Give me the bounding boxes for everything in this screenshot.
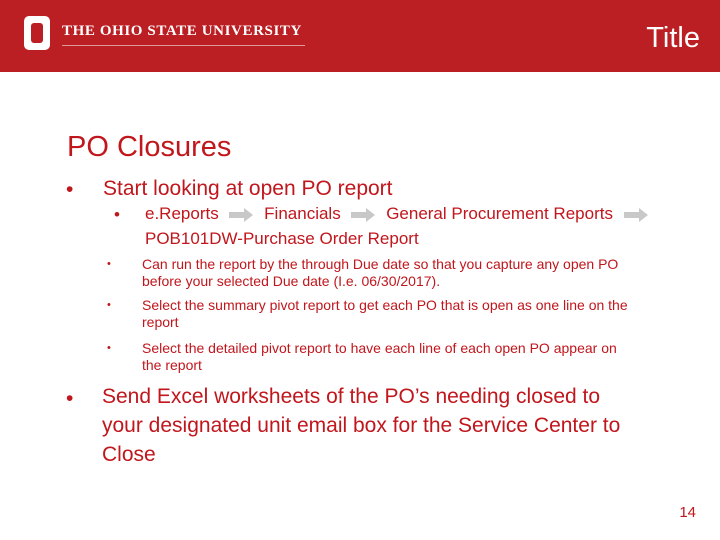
wordmark-rule (62, 45, 305, 46)
block-o-icon (24, 16, 50, 50)
sub-bullet-due-date-line2: before your selected Due date (I.e. 06/30/2017). (142, 273, 441, 289)
sub-bullet-due-date-line1: Can run the report by the through Due date so that you capture any open PO (142, 256, 619, 272)
sub-bullet-summary-pivot-line2: report (142, 314, 179, 330)
page-number: 14 (679, 504, 696, 521)
bullet-dot: • (107, 299, 111, 311)
sub-bullet-summary-pivot-line1: Select the summary pivot report to get each PO that is open as one line on the (142, 297, 628, 313)
arrow-right-icon (624, 208, 648, 222)
arrow-right-icon (229, 208, 253, 222)
bullet-dot: • (66, 387, 74, 410)
section-heading: PO Closures (67, 131, 232, 163)
sub-bullet-detailed-pivot-line2: the report (142, 357, 202, 373)
bullet-dot: • (107, 342, 111, 354)
report-name: POB101DW-Purchase Order Report (145, 229, 419, 248)
header-bar (0, 0, 720, 72)
slide-title: Title (646, 22, 700, 54)
bullet-dot: • (66, 178, 74, 201)
bullet-send-excel-line3: Close (102, 443, 156, 466)
bullet-dot: • (114, 205, 120, 224)
bullet-start-looking: Start looking at open PO report (103, 177, 393, 200)
bullet-send-excel-line2: your designated unit email box for the Service Center to (102, 414, 621, 437)
path-step-general-procurement: General Procurement Reports (386, 204, 613, 223)
sub-bullet-detailed-pivot-line1: Select the detailed pivot report to have each line of each open PO appear on (142, 340, 617, 356)
university-logo (22, 14, 312, 54)
path-step-ereports: e.Reports (145, 204, 219, 223)
bullet-dot: • (107, 258, 111, 270)
university-wordmark: THE OHIO STATE UNIVERSITY (62, 23, 302, 39)
report-path (145, 204, 654, 224)
path-step-financials: Financials (264, 204, 341, 223)
bullet-send-excel-line1: Send Excel worksheets of the PO’s needing closed to (102, 385, 601, 408)
arrow-right-icon (351, 208, 375, 222)
